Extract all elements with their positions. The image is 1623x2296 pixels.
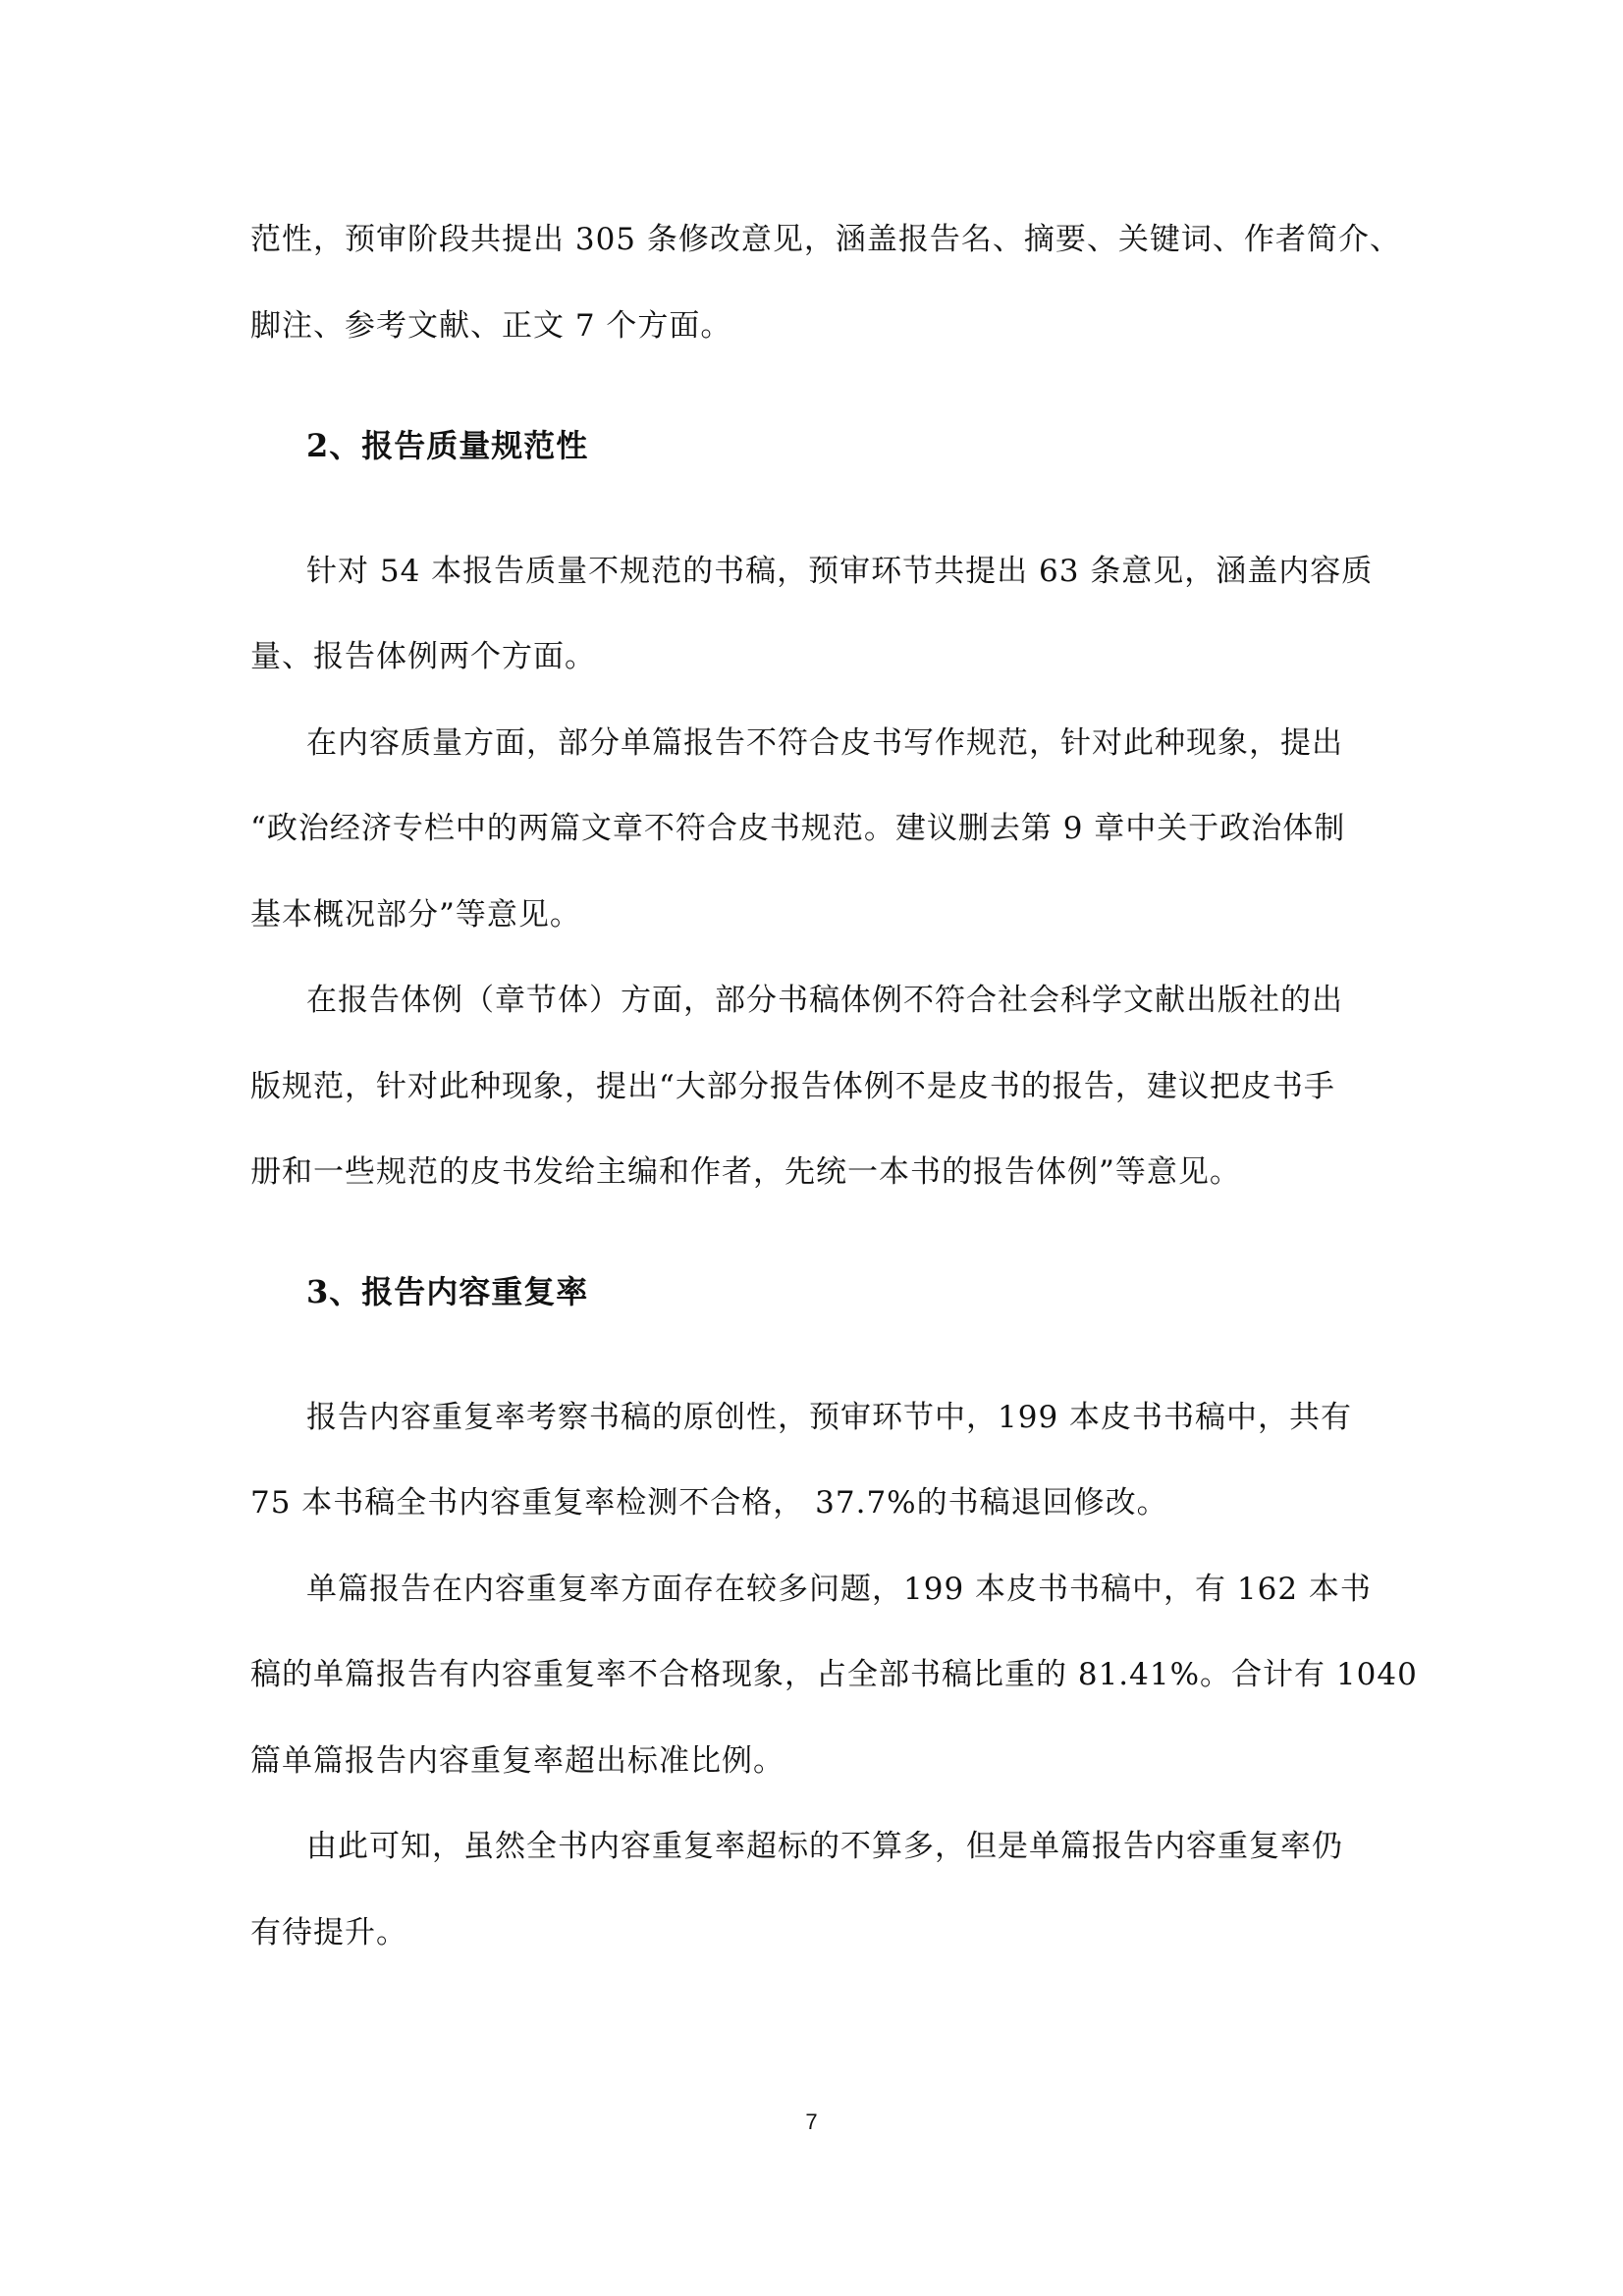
section-2-p3-line-1: 在报告体例（章节体）方面，部分书稿体例不符合社会科学文献出版社的出 xyxy=(306,983,1343,1018)
section-3-p2-line-3: 篇单篇报告内容重复率超出标准比例。 xyxy=(250,1743,784,1779)
section-2-heading: 2、报告质量规范性 xyxy=(306,427,589,464)
section-3-heading: 3、报告内容重复率 xyxy=(306,1273,589,1310)
section-3-p2-line-1: 单篇报告在内容重复率方面存在较多问题，199 本皮书书稿中，有 162 本书 xyxy=(306,1572,1372,1607)
section-2-p2-line-1: 在内容质量方面，部分单篇报告不符合皮书写作规范，针对此种现象，提出 xyxy=(306,725,1343,761)
section-3-p2-line-2: 稿的单篇报告有内容重复率不合格现象，占全部书稿比重的 81.41%。合计有 1040 xyxy=(250,1657,1418,1692)
intro-line-1: 范性，预审阶段共提出 305 条修改意见，涵盖报告名、摘要、关键词、作者简介、 xyxy=(250,222,1401,257)
section-3-p1-line-1: 报告内容重复率考察书稿的原创性，预审环节中，199 本皮书书稿中，共有 xyxy=(306,1400,1353,1435)
section-2-p2-line-2: “政治经济专栏中的两篇文章不符合皮书规范。建议删去第 9 章中关于政治体制 xyxy=(250,811,1346,846)
section-3-p3-line-1: 由此可知，虽然全书内容重复率超标的不算多，但是单篇报告内容重复率仍 xyxy=(306,1829,1343,1864)
section-2-p3-line-3: 册和一些规范的皮书发给主编和作者，先统一本书的报告体例”等意见。 xyxy=(250,1154,1241,1190)
section-2-p3-line-2: 版规范，针对此种现象，提出“大部分报告体例不是皮书的报告，建议把皮书手 xyxy=(250,1069,1335,1104)
section-2-p2-line-3: 基本概况部分”等意见。 xyxy=(250,897,581,933)
section-2-p1-line-1: 针对 54 本报告质量不规范的书稿，预审环节共提出 63 条意见，涵盖内容质 xyxy=(306,554,1374,589)
section-2-p1-line-2: 量、报告体例两个方面。 xyxy=(250,639,596,674)
section-3-p1-line-2: 75 本书稿全书内容重复率检测不合格， 37.7%的书稿退回修改。 xyxy=(250,1485,1168,1521)
page-number: 7 xyxy=(805,2109,818,2134)
intro-line-2: 脚注、参考文献、正文 7 个方面。 xyxy=(250,308,732,344)
section-3-p3-line-2: 有待提升。 xyxy=(250,1915,407,1950)
